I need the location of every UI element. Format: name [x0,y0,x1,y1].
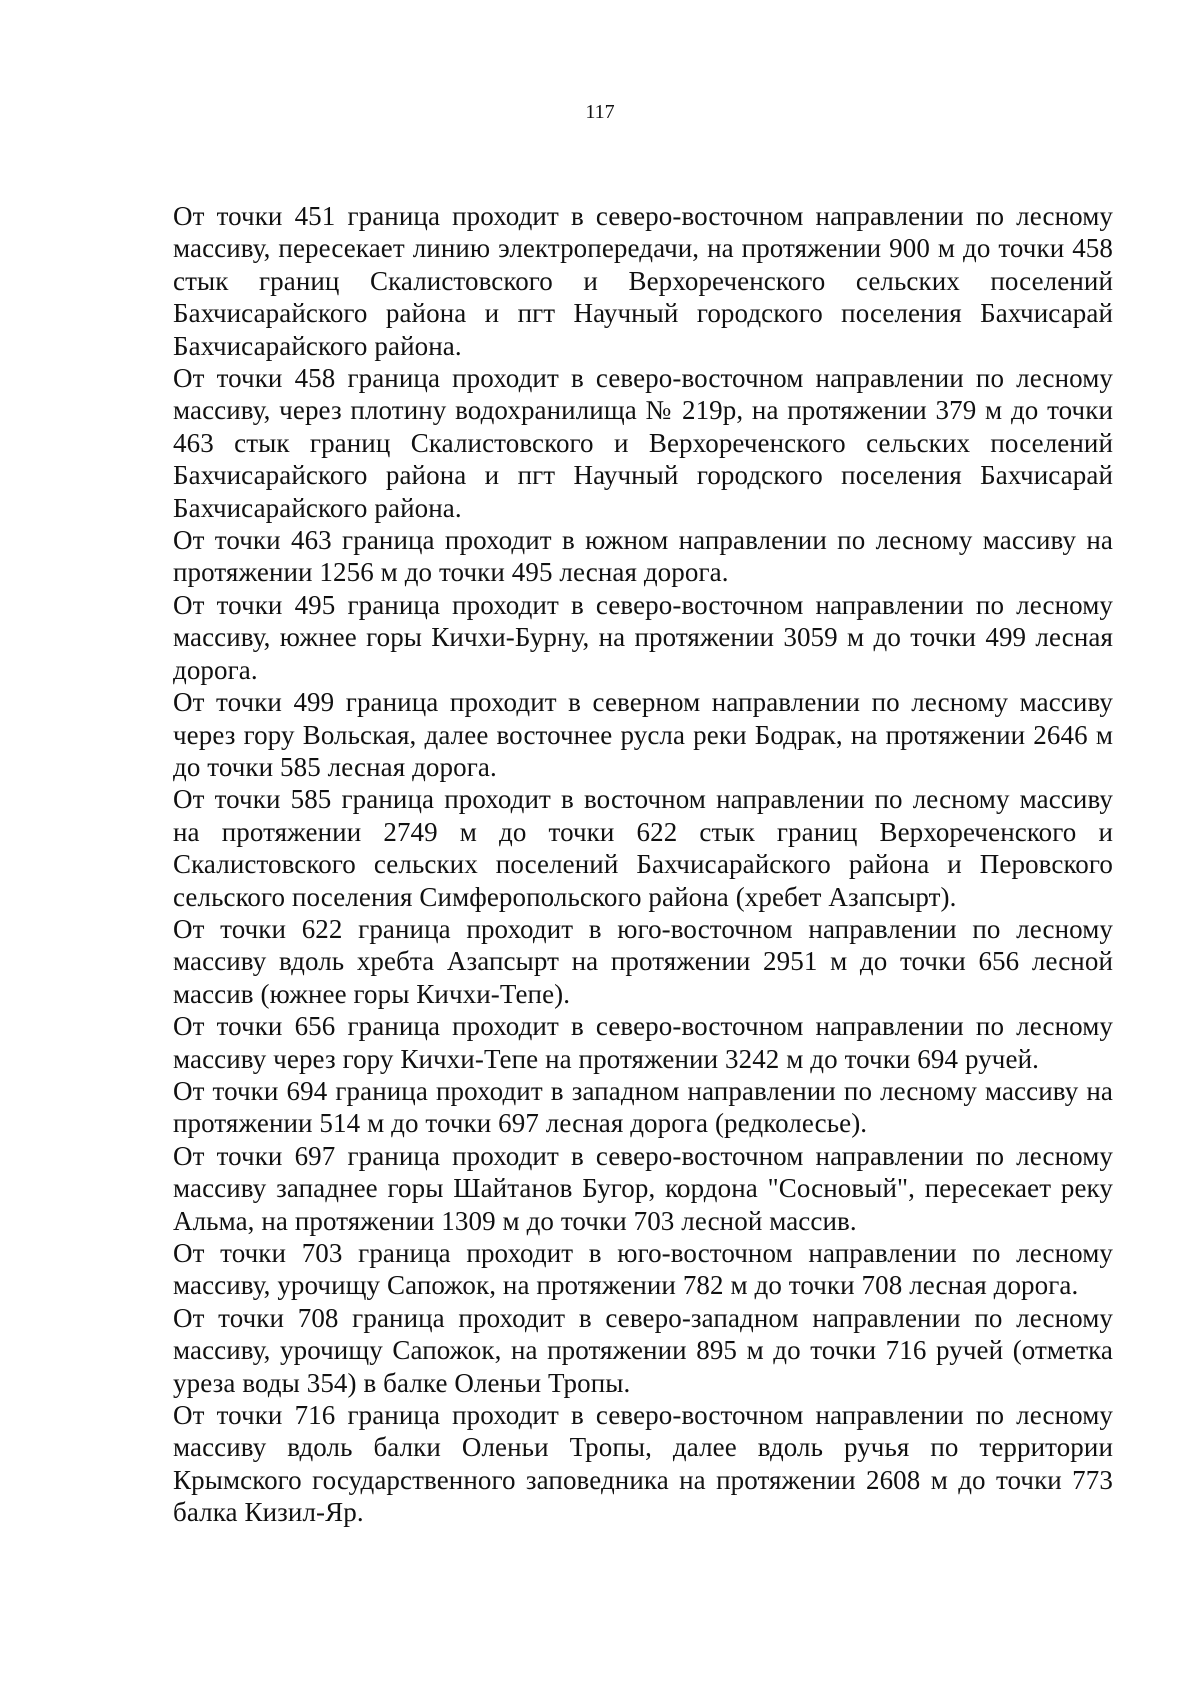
paragraph: От точки 716 граница проходит в северо-восточном направлении по лесному массиву вдоль балки Оленьи Тропы, далее вдоль ручья по территории Крымского государственного заповедника на протяжении 2608 м до точки 773 балка Кизил-Яр. [173,1400,1113,1528]
page-number: 117 [585,101,615,123]
paragraph: От точки 585 граница проходит в восточном направлении по лесному массиву на протяжении 2749 м до точки 622 стык границ Верхореченского и Скалистовского сельских поселений Бахчисарайского района и Перовского сельского поселения Симферопольского района (хребет Азапсырт). [173,784,1113,912]
paragraph: От точки 463 граница проходит в южном направлении по лесному массиву на протяжении 1256 м до точки 495 лесная дорога. [173,525,1113,588]
paragraph: От точки 458 граница проходит в северо-восточном направлении по лесному массиву, через плотину водохранилища № 219р, на протяжении 379 м до точки 463 стык границ Скалистовского и Верхореченского сельских поселений Бахчисарайского района и пгт Научный городского поселения Бахчисарай Бахчисарайского района. [173,363,1113,523]
paragraph: От точки 656 граница проходит в северо-восточном направлении по лесному массиву через гору Кичхи-Тепе на протяжении 3242 м до точки 694 ручей. [173,1011,1113,1074]
paragraph: От точки 499 граница проходит в северном направлении по лесному массиву через гору Вольская, далее восточнее русла реки Бодрак, на протяжении 2646 м до точки 585 лесная дорога. [173,687,1113,782]
document-body [173,200,1113,1529]
paragraph: От точки 495 граница проходит в северо-восточном направлении по лесному массиву, южнее горы Кичхи-Бурну, на протяжении 3059 м до точки 499 лесная дорога. [173,589,1113,685]
paragraph: От точки 622 граница проходит в юго-восточном направлении по лесному массиву вдоль хребта Азапсырт на протяжении 2951 м до точки 656 лесной массив (южнее горы Кичхи-Тепе). [173,913,1113,1009]
paragraph: От точки 694 граница проходит в западном направлении по лесному массиву на протяжении 514 м до точки 697 лесная дорога (редколесье). [173,1075,1113,1139]
paragraph: От точки 451 граница проходит в северо-восточном направлении по лесному массиву, пересекает линию электропередачи, на протяжении 900 м до точки 458 стык границ Скалистовского и Верхореченского сельских поселений Бахчисарайского района и пгт Научный городского поселения Бахчисарай Бахчисарайского района. [173,201,1113,361]
paragraph: От точки 708 граница проходит в северо-западном направлении по лесному массиву, урочищу Сапожок, на протяжении 895 м до точки 716 ручей (отметка уреза воды 354) в балке Оленьи Тропы. [173,1302,1113,1398]
paragraph: От точки 697 граница проходит в северо-восточном направлении по лесному массиву западнее горы Шайтанов Бугор, кордона "Сосновый", пересекает реку Альма, на протяжении 1309 м до точки 703 лесной массив. [173,1140,1113,1236]
paragraph: От точки 703 граница проходит в юго-восточном направлении по лесному массиву, урочищу Сапожок, на протяжении 782 м до точки 708 лесная дорога. [173,1238,1113,1301]
